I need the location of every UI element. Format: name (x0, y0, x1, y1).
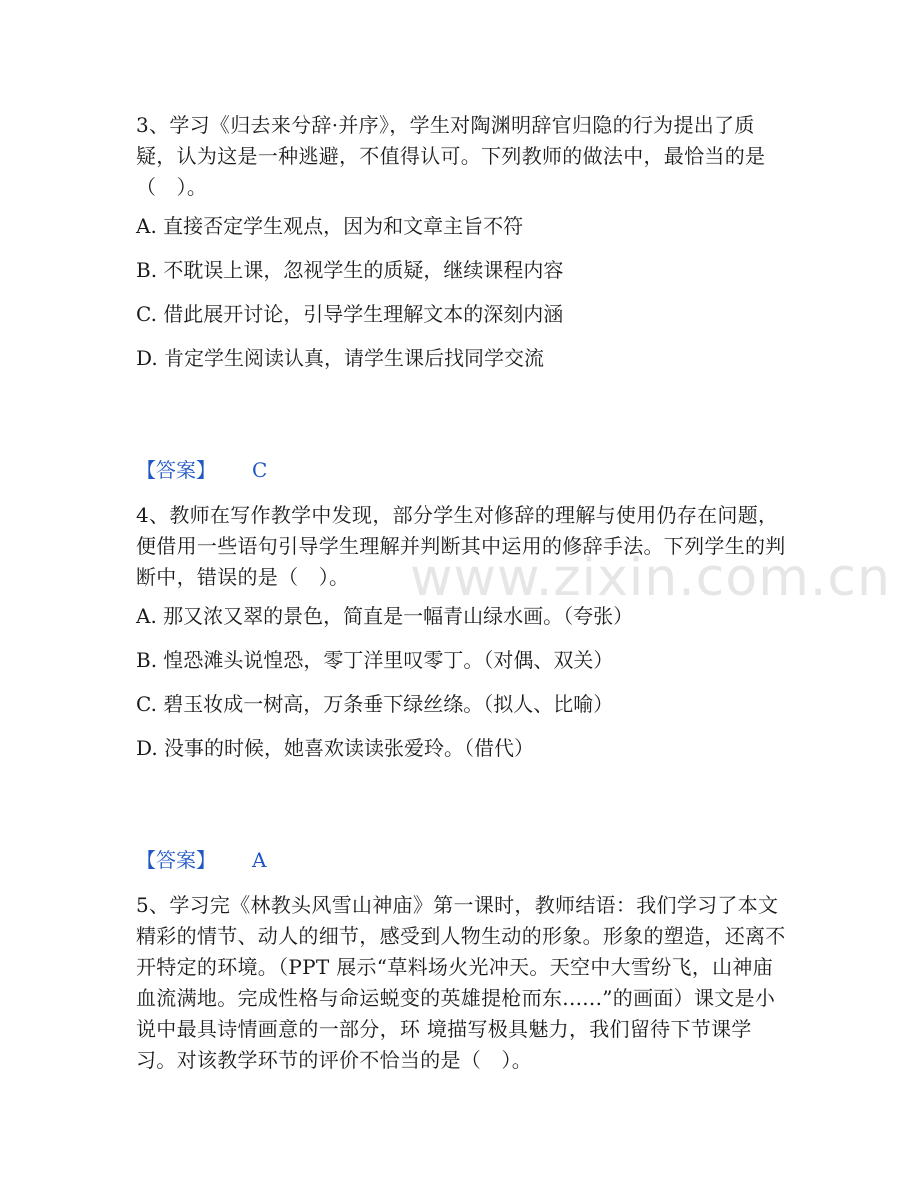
question-4-option-c: C. 碧玉妆成一树高，万条垂下绿丝绦。（拟人、比喻） (136, 692, 614, 716)
answer-label: 【答案】 (136, 848, 216, 872)
question-3-answer (136, 456, 267, 484)
answer-value: C (252, 458, 268, 482)
question-4-option-a: A. 那又浓又翠的景色，简直是一幅青山绿水画。（夸张） (136, 604, 634, 628)
question-4-option-d: D. 没事的时候，她喜欢读读张爱玲。（借代） (136, 736, 535, 760)
answer-value: A (252, 848, 267, 872)
question-3-option-c: C. 借此展开讨论，引导学生理解文本的深刻内涵 (136, 302, 564, 326)
question-4-answer (136, 846, 266, 874)
question-3-option-b: B. 不耽误上课，忽视学生的质疑，继续课程内容 (136, 258, 564, 282)
question-3-option-d: D. 肯定学生阅读认真，请学生课后找同学交流 (136, 346, 545, 370)
question-4-option-b: B. 惶恐滩头说惶恐，零丁洋里叹零丁。（对偶、双关） (136, 648, 614, 672)
question-3-option-a: A. 直接否定学生观点，因为和文章主旨不符 (136, 214, 524, 238)
question-4-stem: 4、教师在写作教学中发现，部分学生对修辞的理解与使用仍存在问题，便借用一些语句引导学生理解并判断其中运用的修辞手法。下列学生的判断中，错误的是（ ）。 (136, 503, 786, 589)
question-3-stem: 3、学习《归去来兮辞·并序》，学生对陶渊明辞官归隐的行为提出了质疑，认为这是一种逃避，不值得认可。下列教师的做法中，最恰当的是（ ）。 (136, 113, 766, 199)
answer-label: 【答案】 (136, 458, 216, 482)
watermark: www.zixin.com.cn (410, 548, 891, 608)
question-5-stem: 5、学习完《林教头风雪山神庙》第一课时，教师结语：我们学习了本文精彩的情节、动人的细节，感受到人物生动的形象。形象的塑造，还离不开特定的环境。（PPT 展示“草料场火光冲天。天空中大雪纷飞，山神庙血流满地。完成性格与命运蜕变的英雄提枪而东......”的画面）课文是小说中最具诗情画意的一部分，环 境描写极具魅力，我们留待下节课学习。对该教学环节的评价不恰当的是（ ）。 (136, 893, 786, 1072)
